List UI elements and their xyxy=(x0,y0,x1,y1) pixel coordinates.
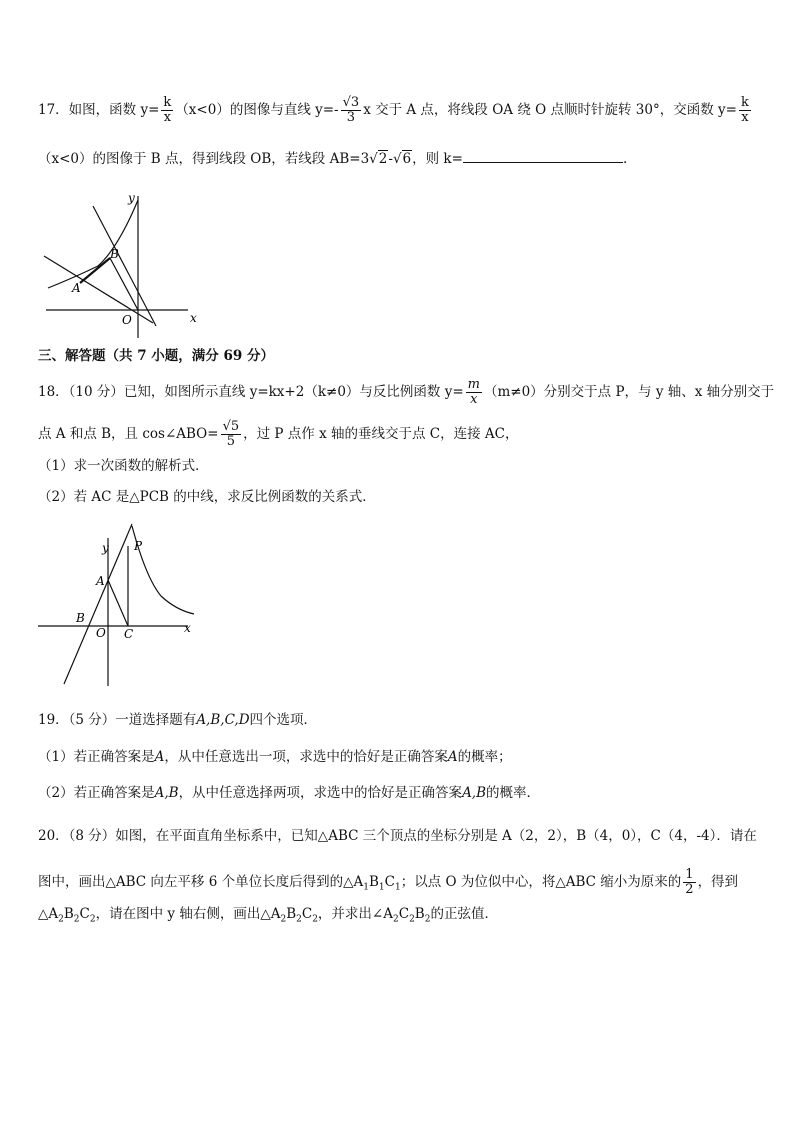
label-a: A xyxy=(72,281,81,295)
label-y: y xyxy=(102,541,109,555)
label-b: B xyxy=(76,611,85,625)
q17-line-2: （x<0）的图像于 B 点，得到线段 OB，若线段 AB=3√2-√6，则 k= . xyxy=(38,148,627,169)
line-y-kx-2 xyxy=(64,524,132,684)
answer-blank[interactable] xyxy=(463,148,623,163)
label-b: B xyxy=(110,247,119,261)
label-o: O xyxy=(96,626,106,640)
q19-part-2: （2）若正确答案是A,B，从中任意选择两项，求选中的恰好是正确答案A,B的概率． xyxy=(38,785,541,801)
fraction-k-over-x: $\frac{k}{x}$ xyxy=(163,95,172,125)
segment-ab xyxy=(80,258,110,283)
q17-line-1: 17．如图，函数 y= $\frac{k}{x}$ （x<0）的图像与直线 y=- $\frac{√3}{3}$ x 交于 A 点，将线段 OA 绕 O 点顺时针旋转 30°，交函数 y= $\frac{k}{x}$ xyxy=(38,95,749,125)
label-c: C xyxy=(124,627,134,641)
q19-line-1: 19．（5 分）一道选择题有A,B,C,D四个选项． xyxy=(38,712,318,728)
fraction-k-over-x-2: $\frac{k}{x}$ xyxy=(740,95,749,125)
q20-line-1: 20．（8 分）如图，在平面直角坐标系中，已知△ABC 三个顶点的坐标分别是 A（2，2），B（4，0），C（4，-4）．请在 xyxy=(38,828,757,844)
fraction-m-over-x: $\frac{m}{x}$ xyxy=(467,377,480,407)
fraction-one-half: $\frac{1}{2}$ xyxy=(685,867,694,897)
q18-part-1: （1）求一次函数的解析式． xyxy=(38,458,209,474)
hyperbola-curve xyxy=(48,200,138,288)
line-ob xyxy=(93,206,156,326)
q18-part-2: （2）若 AC 是△PCB 的中线，求反比例函数的关系式． xyxy=(38,489,376,505)
q18-line-2: 点 A 和点 B，且 cos∠ABO= $\frac{√5}{5}$ ，过 P 点作 x 轴的垂线交于点 C，连接 AC， xyxy=(38,419,519,449)
section-heading: 三、解答题（共 7 小题，满分 69 分） xyxy=(38,348,274,364)
label-x: x xyxy=(184,621,191,635)
q18-line-1: 18．（10 分）已知，如图所示直线 y=kx+2（k≠0）与反比例函数 y= $\frac{m}{x}$ （m≠0）分别交于点 P，与 y 轴、x 轴分别交于 xyxy=(38,377,775,407)
label-x: x xyxy=(190,311,197,325)
q20-line-3: $\triangle A_2B_2C_2$，请在图中 y 轴右侧，画出$\triangle A_2B_2C_2$，并求出$\angle A_2C_2B_2$的正弦值． xyxy=(38,906,498,925)
q17-figure xyxy=(38,188,208,348)
fraction-sqrt5-over-5: $\frac{√5}{5}$ xyxy=(222,419,240,449)
label-o: O xyxy=(122,313,132,327)
q20-line-2: 图中，画出△ABC 向左平移 6 个单位长度后得到的$\triangle A_1B_1C_1$；以点 O 为位似中心，将△ABC 缩小为原来的 $\frac{1}{2}$ ，得到 xyxy=(38,867,739,897)
q18-figure xyxy=(36,518,206,690)
q19-part-1: （1）若正确答案是A，从中任意选出一项，求选中的恰好是正确答案A的概率； xyxy=(38,749,512,765)
segment-ac xyxy=(108,580,128,626)
label-p: P xyxy=(134,539,143,553)
label-y: y xyxy=(128,191,135,205)
label-a: A xyxy=(96,574,105,588)
fraction-sqrt3-over-3: $\frac{√3}{3}$ xyxy=(342,95,360,125)
